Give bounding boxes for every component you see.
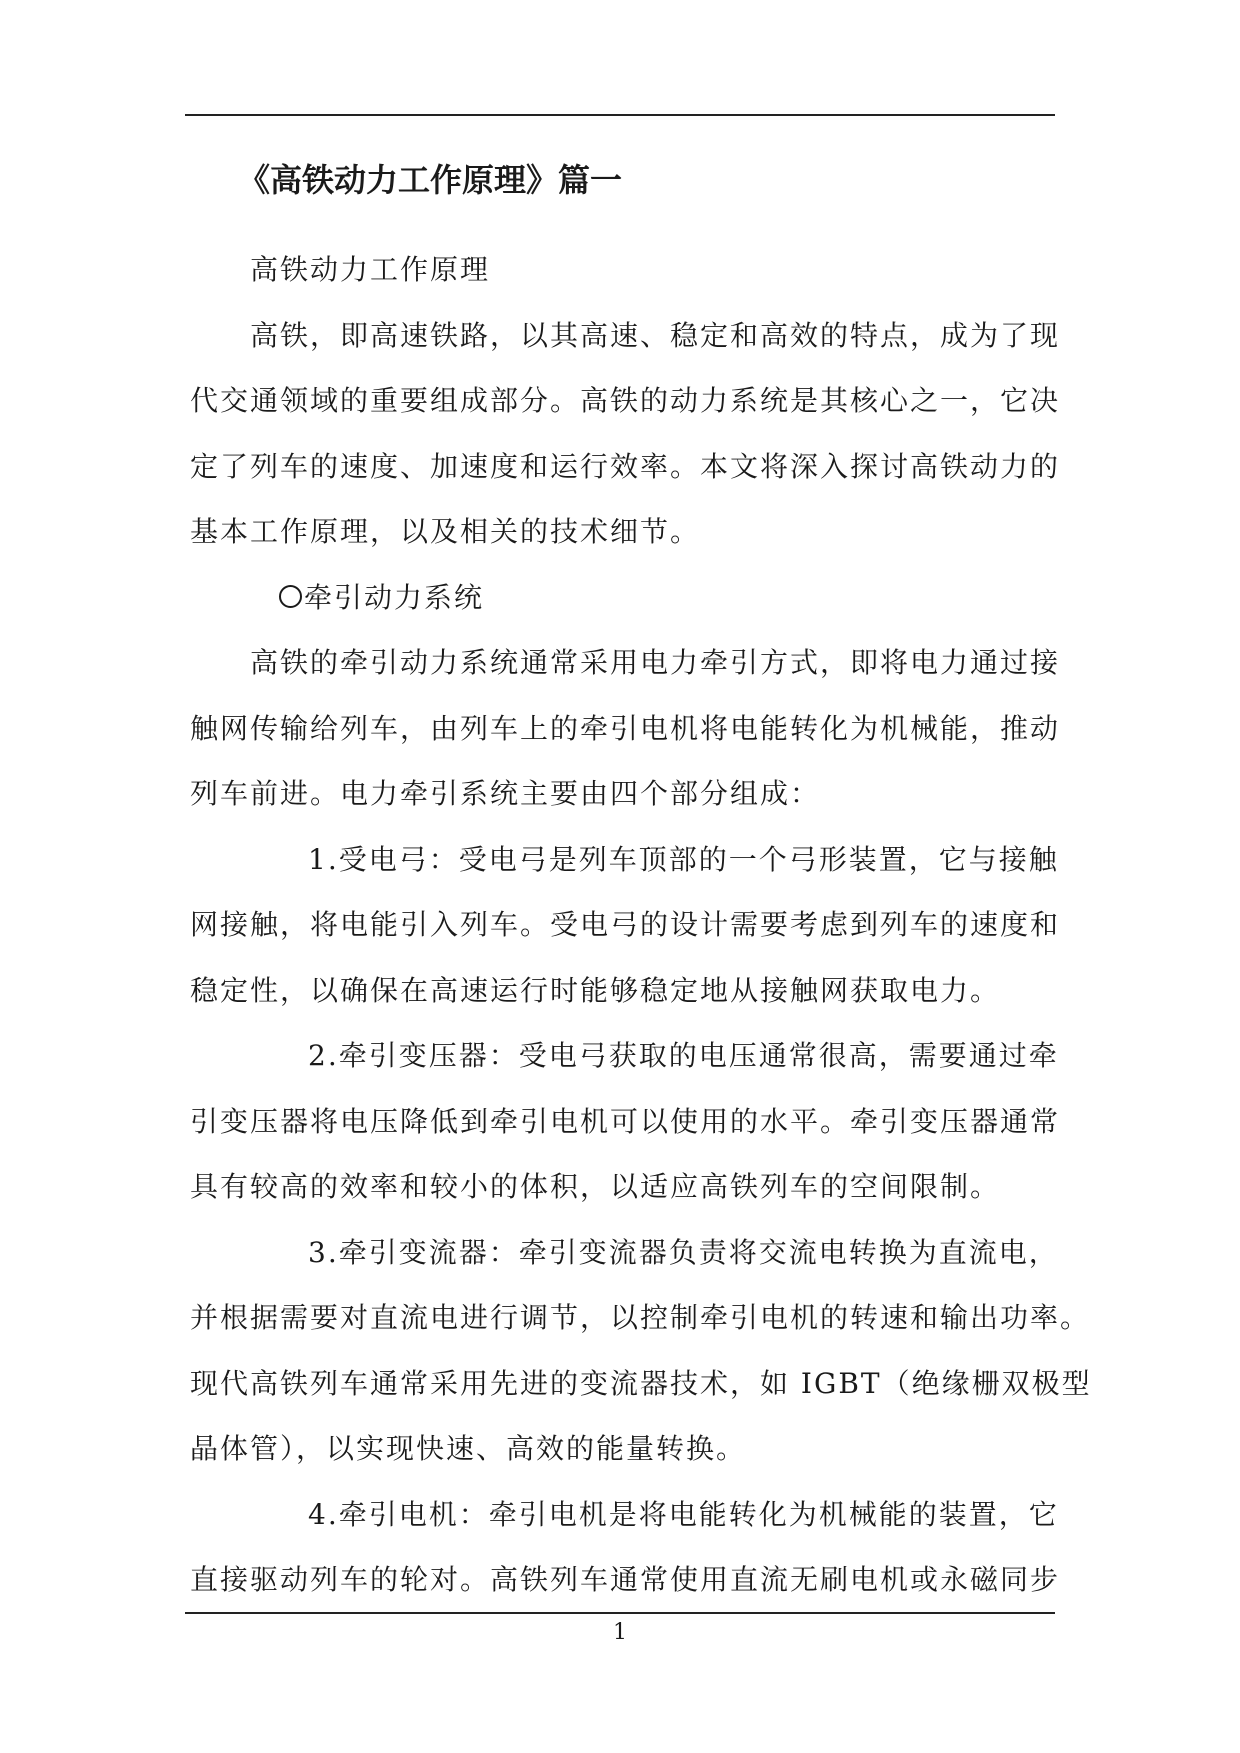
document-title: 《高铁动力工作原理》篇一: [238, 161, 623, 199]
paragraph-line: 列车前进。电力牵引系统主要由四个部分组成：: [190, 777, 821, 810]
circle-bullet-icon: [279, 585, 302, 608]
list-item-line: 4.牵引电机：牵引电机是将电能转化为机械能的装置，它: [308, 1497, 1059, 1531]
paragraph-line: 定了列车的速度、加速度和运行效率。本文将深入探讨高铁动力的: [190, 449, 1061, 483]
paragraph-line: 高铁的牵引动力系统通常采用电力牵引方式，即将电力通过接: [250, 646, 1061, 679]
section-heading-text: 牵引动力系统: [304, 580, 485, 614]
paragraph-line: 代交通领域的重要组成部分。高铁的动力系统是其核心之一，它决: [190, 384, 1061, 417]
list-item-line: 网接触，将电能引入列车。受电弓的设计需要考虑到列车的速度和: [190, 908, 1061, 941]
list-item-line: 2.牵引变压器：受电弓获取的电压通常很高，需要通过牵: [308, 1039, 1059, 1072]
footer-rule: [185, 1612, 1055, 1614]
list-item-line: 引变压器将电压降低到牵引电机可以使用的水平。牵引变压器通常: [190, 1104, 1061, 1138]
header-rule: [185, 114, 1055, 116]
document-body: [190, 237, 1092, 1613]
list-item-line: 并根据需要对直流电进行调节，以控制牵引电机的转速和输出功率。: [190, 1301, 1091, 1334]
document-subtitle: 高铁动力工作原理: [250, 253, 491, 286]
section-heading: [190, 565, 1058, 631]
list-item-line: 3.牵引变流器：牵引变流器负责将交流电转换为直流电，: [308, 1235, 1059, 1269]
list-item-line: 晶体管），以实现快速、高效的能量转换。: [190, 1432, 747, 1465]
list-item-line: 直接驱动列车的轮对。高铁列车通常使用直流无刷电机或永磁同步: [190, 1563, 1061, 1596]
paragraph-line: 高铁，即高速铁路，以其高速、稳定和高效的特点，成为了现: [250, 318, 1061, 352]
paragraph-line: 基本工作原理，以及相关的技术细节。: [190, 515, 701, 548]
list-item-line: 具有较高的效率和较小的体积，以适应高铁列车的空间限制。: [190, 1170, 1001, 1203]
list-item-line: 稳定性，以确保在高速运行时能够稳定地从接触网获取电力。: [190, 973, 1001, 1007]
paragraph-line: 触网传输给列车，由列车上的牵引电机将电能转化为机械能，推动: [190, 711, 1061, 745]
list-item-line: 1.受电弓：受电弓是列车顶部的一个弓形装置，它与接触: [308, 842, 1059, 876]
list-item-line: 现代高铁列车通常采用先进的变流器技术，如 IGBT（绝缘栅双极型: [190, 1366, 1092, 1400]
page-number: 1: [613, 1620, 627, 1645]
